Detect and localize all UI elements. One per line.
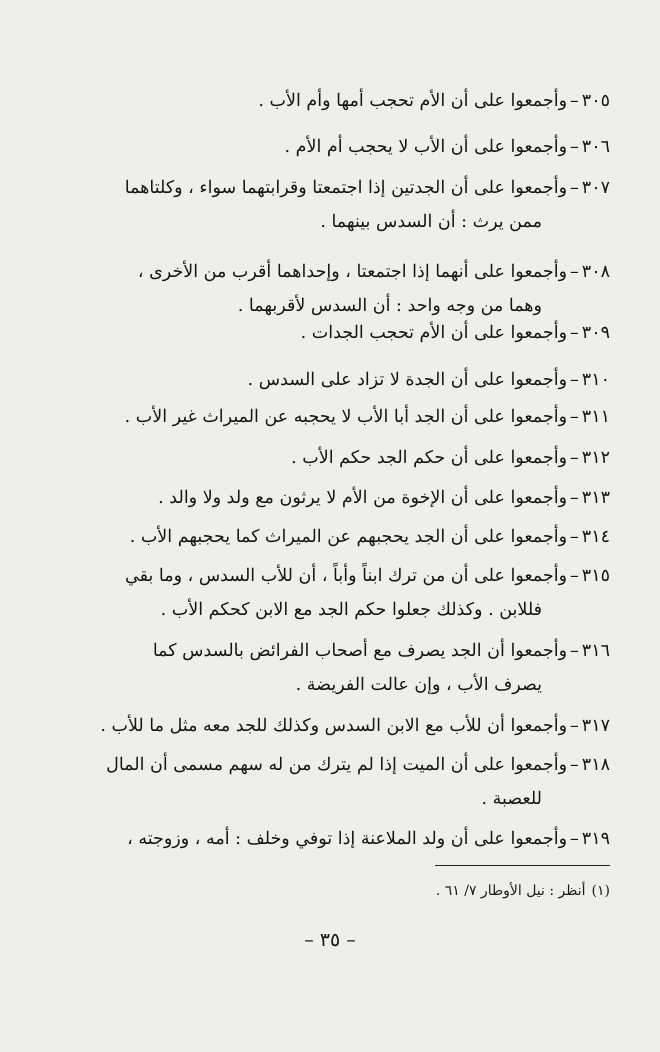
entry-text: وأجمعوا على أن حكم الجد حكم الأب . (291, 448, 568, 468)
entry-dash: – (570, 716, 579, 736)
entry-text: وأجمعوا على أن الجدتين إذا اجتمعتا وقرابتهما سواء ، وكلتاهما (124, 178, 568, 198)
entry-dash: – (570, 370, 579, 390)
entry-315 (48, 559, 610, 627)
footnote-marker: (١) (591, 883, 610, 899)
entry-dash: – (570, 566, 579, 586)
entry-dash: – (570, 829, 579, 849)
entry-number: ٣٠٩ (581, 323, 610, 343)
entry-text: وأجمعوا على أن من ترك ابناً وأباً ، أن للأب السدس ، وما بقي (125, 566, 568, 586)
entry-continuation: يصرف الأب ، وإن عالت الفريضة . (295, 675, 542, 695)
entry-text: وأجمعوا على أن الأب لا يحجب أم الأم . (284, 137, 568, 157)
entry-number: ٣١٩ (581, 829, 610, 849)
entry-307 (48, 171, 610, 239)
entry-number: ٣١٧ (581, 716, 610, 736)
entry-text: وأجمعوا على أن الإخوة من الأم لا يرثون مع ولد ولا والد . (158, 488, 568, 508)
entry-number: ٣١٦ (581, 641, 610, 661)
entry-dash: – (570, 641, 579, 661)
entry-continuation: ممن يرث : أن السدس بينهما . (320, 212, 542, 232)
entry-317 (48, 709, 610, 743)
entry-number: ٣٠٨ (581, 262, 610, 282)
entry-319 (48, 822, 610, 856)
entry-number: ٣٠٦ (581, 137, 610, 157)
entry-text: وأجمعوا على أنهما إذا اجتمعتا ، وإحداهما أقرب من الأخرى ، (137, 262, 568, 282)
entry-318 (48, 748, 610, 816)
entry-text: وأجمعوا على أن الجدة لا تزاد على السدس . (247, 370, 568, 390)
entry-310 (48, 363, 610, 397)
entry-continuation: وهما من وجه واحد : أن السدس لأقربهما . (237, 296, 542, 316)
entry-309 (48, 316, 610, 350)
entry-continuation: فللابن . وكذلك جعلوا حكم الجد مع الابن كحكم الأب . (160, 600, 542, 620)
footnote-divider (435, 865, 610, 866)
entry-306 (48, 130, 610, 164)
entry-text: وأجمعوا على أن الأم تحجب الجدات . (300, 323, 568, 343)
entry-314 (48, 520, 610, 554)
entry-312 (48, 441, 610, 475)
footnote (436, 880, 610, 902)
entry-dash: – (570, 262, 579, 282)
entry-text: وأجمعوا على أن الجد يحجبهم عن الميراث كما يحجبهم الأب . (129, 527, 568, 547)
entry-number: ٣٠٧ (581, 178, 610, 198)
entry-308 (48, 255, 610, 323)
page-number: – ٣٥ – (304, 929, 356, 951)
entry-dash: – (570, 488, 579, 508)
entry-dash: – (570, 755, 579, 775)
entry-305 (48, 84, 610, 118)
entry-dash: – (570, 407, 579, 427)
entry-316 (48, 634, 610, 702)
entry-dash: – (570, 323, 579, 343)
entry-311 (48, 400, 610, 434)
entry-text: وأجمعوا على أن الميت إذا لم يترك من له سهم مسمى أن المال (106, 755, 568, 775)
entry-text: وأجمعوا أن للأب مع الابن السدس وكذلك للجد معه مثل ما للأب . (100, 716, 568, 736)
entry-number: ٣١٠ (581, 370, 610, 390)
entry-dash: – (570, 178, 579, 198)
entry-number: ٣١٨ (581, 755, 610, 775)
entry-dash: – (570, 91, 579, 111)
entry-text: وأجمعوا أن الجد يصرف مع أصحاب الفرائض بالسدس كما (152, 641, 568, 661)
entry-number: ٣١٢ (581, 448, 610, 468)
entry-text: وأجمعوا على أن ولد الملاعنة إذا توفي وخلف : أمه ، وزوجته ، (127, 829, 568, 849)
footnote-text: أنظر : نيل الأوطار ٧/ ٦١ . (435, 883, 586, 899)
entry-number: ٣١١ (581, 407, 610, 427)
entry-number: ٣٠٥ (581, 91, 610, 111)
entry-number: ٣١٥ (581, 566, 610, 586)
entry-text: وأجمعوا على أن الأم تحجب أمها وأم الأب . (258, 91, 568, 111)
entry-dash: – (570, 137, 579, 157)
entry-continuation: للعصبة . (481, 789, 542, 809)
entry-313 (48, 481, 610, 515)
entry-dash: – (570, 527, 579, 547)
entry-number: ٣١٣ (581, 488, 610, 508)
entry-text: وأجمعوا على أن الجد أبا الأب لا يحجبه عن الميراث غير الأب . (124, 407, 568, 427)
entry-number: ٣١٤ (581, 527, 610, 547)
entry-dash: – (570, 448, 579, 468)
